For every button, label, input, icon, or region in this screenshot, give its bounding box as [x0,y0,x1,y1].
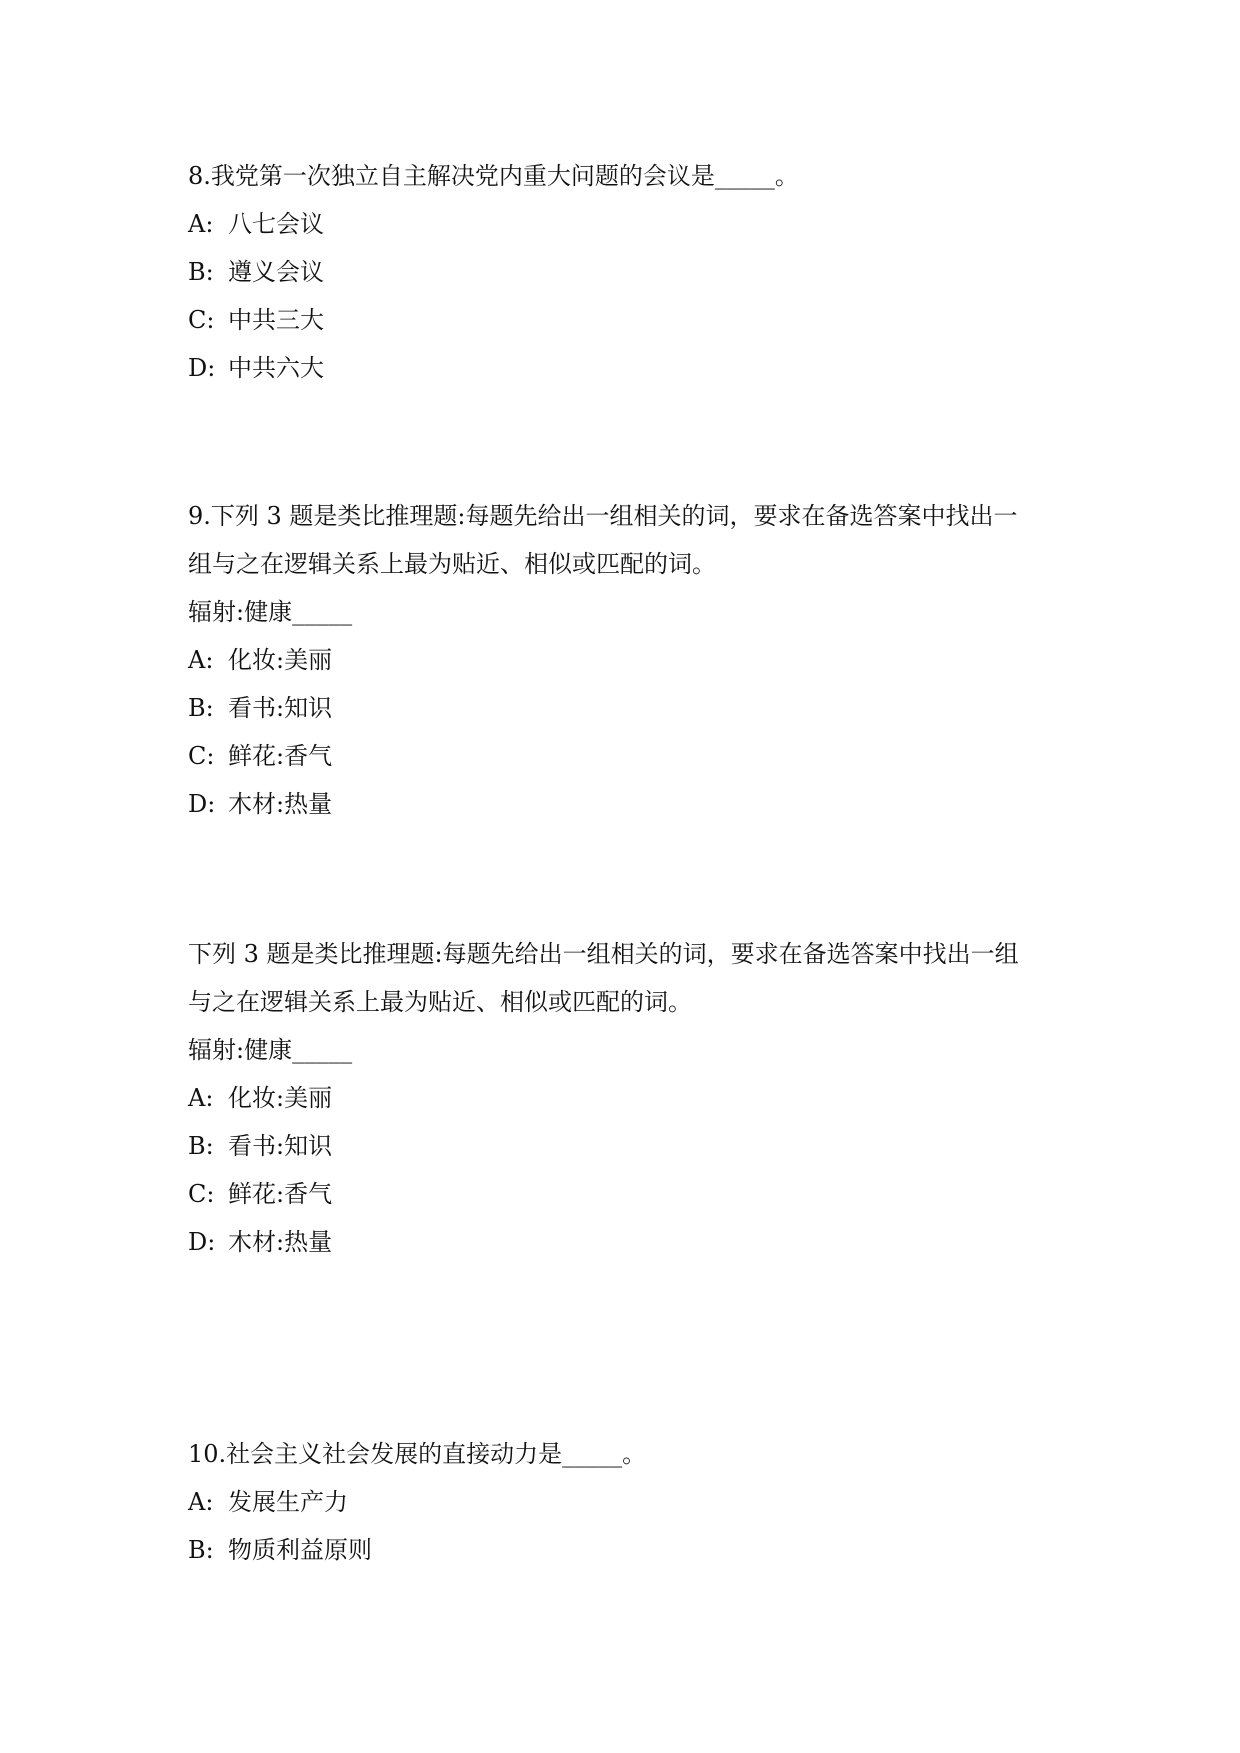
option-letter: D: [188,790,216,818]
option-letter: D: [188,1228,216,1256]
option-letter: C: [188,1180,215,1208]
question-10 [188,1430,1058,1574]
option-d [188,780,1058,828]
option-text: 八七会议 [228,210,324,238]
question-stem-line-2: 与之在逻辑关系上最为贴近、相似或匹配的词。 [188,988,692,1016]
question-stem: 10.社会主义社会发展的直接动力是_____。 [188,1440,647,1468]
option-c [188,1170,1058,1218]
option-letter: C: [188,306,215,334]
question-8 [188,152,1058,392]
option-text: 发展生产力 [228,1488,348,1516]
option-d [188,1218,1058,1266]
option-b [188,248,1058,296]
option-b [188,684,1058,732]
option-c [188,732,1058,780]
option-letter: B: [188,258,214,286]
option-text: 看书:知识 [228,694,333,722]
option-letter: A: [188,1488,214,1516]
option-text: 中共三大 [228,306,324,334]
option-b [188,1526,1058,1574]
option-b [188,1122,1058,1170]
question-9-repeat [188,930,1058,1266]
option-d [188,344,1058,392]
option-letter: B: [188,1536,214,1564]
option-text: 化妆:美丽 [228,646,333,674]
option-text: 木材:热量 [228,790,333,818]
question-prompt: 辐射:健康_____ [188,1036,353,1064]
option-text: 遵义会议 [228,258,324,286]
option-a [188,636,1058,684]
option-letter: B: [188,694,214,722]
option-letter: A: [188,210,214,238]
option-letter: C: [188,742,215,770]
option-text: 鲜花:香气 [228,742,333,770]
option-text: 物质利益原则 [228,1536,372,1564]
option-letter: A: [188,1084,214,1112]
option-text: 木材:热量 [228,1228,333,1256]
option-c [188,296,1058,344]
question-9 [188,492,1058,828]
option-letter: A: [188,646,214,674]
question-stem-line-1: 下列 3 题是类比推理题:每题先给出一组相关的词，要求在备选答案中找出一组 [188,940,1019,968]
question-stem: 8.我党第一次独立自主解决党内重大问题的会议是_____。 [188,162,799,190]
question-prompt: 辐射:健康_____ [188,598,353,626]
question-stem-line-2: 组与之在逻辑关系上最为贴近、相似或匹配的词。 [188,550,716,578]
option-text: 化妆:美丽 [228,1084,333,1112]
option-text: 中共六大 [228,354,324,382]
option-letter: B: [188,1132,214,1160]
option-a [188,1074,1058,1122]
option-letter: D: [188,354,216,382]
option-text: 鲜花:香气 [228,1180,333,1208]
option-a [188,200,1058,248]
question-stem-line-1: 9.下列 3 题是类比推理题:每题先给出一组相关的词，要求在备选答案中找出一 [188,502,1018,530]
option-a [188,1478,1058,1526]
option-text: 看书:知识 [228,1132,333,1160]
